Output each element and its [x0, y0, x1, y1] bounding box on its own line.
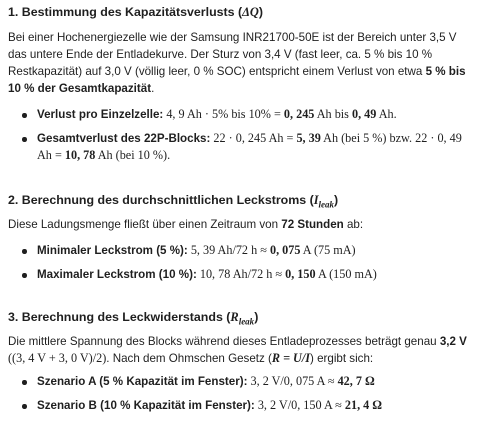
item-math-bold: 10, 78	[64, 148, 96, 162]
heading-text: 1. Bestimmung des Kapazitätsverlusts (	[8, 5, 243, 19]
intro-text: . Nach dem Ohmschen Gesetz (	[106, 352, 272, 365]
item-math: Ah =	[37, 148, 65, 162]
section-3-heading	[8, 309, 258, 330]
heading-text-end: )	[334, 193, 339, 207]
intro-line-1: Bei einer Hochenergiezelle wie der Samsung INR21700-50E ist der Bereich unter 3,5 V	[8, 31, 457, 44]
heading-math: I	[313, 193, 319, 207]
heading-text: 2. Berechnung des durchschnittlichen Leckstroms (	[8, 193, 314, 207]
intro-line-2: das untere Ende der Entladekurve. Der Sturz von 3,4 V (fast leer, ca. 5 % bis 10 %	[8, 48, 433, 61]
item-math: 5, 39 Ah/72 h ≈	[187, 243, 270, 257]
intro-line-2	[8, 350, 467, 367]
item-math-bold: 0, 075	[269, 243, 301, 257]
item-math: 22 · 0, 245 Ah =	[210, 131, 297, 145]
list-item	[8, 397, 492, 414]
intro-text: Die mittlere Spannung des Blocks während dieses Entladeprozesses beträgt genau	[8, 335, 440, 348]
intro-text: Restkapazität) auf 3,0 V (völlig leer, 0 % SOC) entspricht einem Verlust von etwa	[8, 65, 426, 78]
item-math: 4, 9 Ah · 5% bis 10% =	[163, 107, 284, 121]
item-math-bold: 42, 7 Ω	[337, 374, 375, 388]
intro-bold: 5 % bis	[425, 65, 466, 78]
heading-text-end: )	[254, 310, 259, 324]
item-math-bold: 21, 4 Ω	[344, 398, 383, 412]
intro-bold: 3,2 V	[439, 335, 467, 348]
item-math: 10, 78 Ah/72 h ≈	[196, 267, 286, 281]
item-label: Szenario A (5 % Kapazität im Fenster):	[37, 375, 248, 388]
intro-end: ) ergibt sich:	[310, 352, 374, 365]
item-math: A (75 mA)	[300, 243, 356, 257]
bullet-icon	[22, 249, 27, 254]
heading-text-end: )	[258, 5, 263, 19]
section-1-heading	[8, 4, 263, 21]
intro-line-4	[8, 80, 466, 97]
intro-line-1	[8, 333, 467, 350]
bullet-icon	[22, 380, 27, 385]
bullet-icon	[22, 113, 27, 118]
list-item	[8, 130, 492, 164]
section-1-list	[8, 106, 492, 164]
intro-bold: 72 Stunden	[281, 218, 344, 231]
item-math-bold: 0, 150	[285, 267, 316, 281]
item-math: Ah (bei 10 %).	[95, 148, 171, 162]
section-3-intro	[8, 333, 467, 367]
item-math-bold: 0, 245	[283, 107, 315, 121]
heading-math: R	[230, 310, 239, 324]
list-item	[8, 242, 492, 259]
bullet-icon	[22, 273, 27, 278]
item-label: Maximaler Leckstrom (10 %):	[37, 268, 197, 281]
intro-math: ((3, 4 V + 3, 0 V)/2)	[8, 351, 107, 365]
item-label: Minimaler Leckstrom (5 %):	[37, 244, 188, 257]
item-math: Ah bis	[314, 107, 352, 121]
item-label: Szenario B (10 % Kapazität im Fenster):	[37, 399, 255, 412]
item-label: Gesamtverlust des 22P-Blocks:	[37, 132, 211, 145]
intro-line-3	[8, 63, 466, 80]
intro-bold-2: 10 % der Gesamtkapazität	[8, 82, 152, 95]
bullet-icon	[22, 404, 27, 409]
item-math-bold: 0, 49	[351, 107, 377, 121]
intro-end: .	[151, 82, 155, 95]
item-math-bold: 5, 39	[296, 131, 321, 145]
item-math: Ah.	[376, 107, 397, 121]
heading-sub: leak	[238, 316, 255, 327]
list-item	[8, 106, 492, 123]
item-math: Ah (bei 5 %) bzw. 22 · 0, 49	[320, 131, 462, 145]
list-item	[8, 373, 492, 390]
item-math: 3, 2 V/0, 150 A ≈	[254, 398, 345, 412]
bullet-icon	[22, 137, 27, 142]
section-1-intro	[8, 29, 466, 97]
item-math: 3, 2 V/0, 075 A ≈	[247, 374, 338, 388]
intro-math-bold: R = U/I	[271, 351, 310, 365]
item-math: A (150 mA)	[315, 267, 377, 281]
section-2-intro	[8, 216, 363, 233]
intro-end: ab:	[343, 218, 364, 231]
item-label: Verlust pro Einzelzelle:	[37, 108, 164, 121]
intro-text: Diese Ladungsmenge fließt über einen Zeitraum von	[8, 218, 282, 231]
section-2-heading	[8, 192, 338, 213]
section-2-list	[8, 242, 492, 283]
heading-text: 3. Berechnung des Leckwiderstands (	[8, 310, 231, 324]
section-3-list	[8, 373, 492, 414]
heading-sub: leak	[318, 199, 335, 210]
list-item	[8, 266, 492, 283]
heading-math: ΔQ	[242, 5, 259, 19]
